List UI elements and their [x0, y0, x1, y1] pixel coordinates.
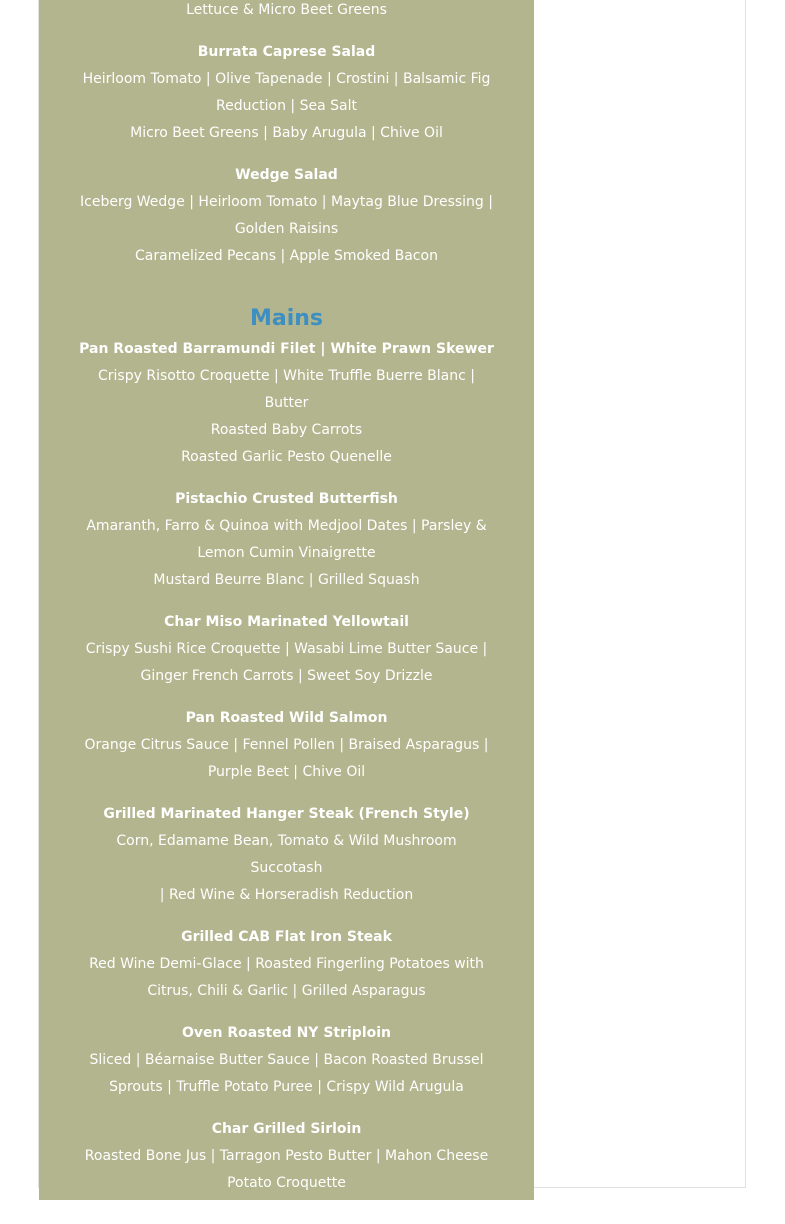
item-description: Reduction | Sea Salt	[216, 98, 357, 114]
menu-content	[39, 0, 534, 1224]
item-description: Crispy Risotto Croquette | White Truffle Buerre Blanc | Butter	[98, 368, 475, 411]
item-name: Pan Roasted Barramundi Filet | White Prawn Skewer	[79, 341, 494, 357]
item-description: Farmers Market Vegetables | Wild Petite Arugula	[117, 1202, 456, 1218]
item-description: Sliced | Béarnaise Butter Sauce | Bacon Roasted Brussel	[89, 1052, 484, 1068]
item-description: Roasted Bone Jus | Tarragon Pesto Butter | Mahon Cheese	[84, 1148, 489, 1164]
item-name: Grilled Marinated Hanger Steak (French Style)	[103, 806, 470, 822]
menu-item-wedge-salad	[39, 147, 534, 270]
item-description: Amaranth, Farro & Quinoa with Medjool Dates | Parsley &	[86, 518, 487, 534]
item-name: Pan Roasted Wild Salmon	[185, 710, 388, 726]
item-description: Caramelized Pecans | Apple Smoked Bacon	[135, 248, 438, 264]
item-description: Ginger French Carrots | Sweet Soy Drizzle	[140, 668, 433, 684]
item-description: Citrus, Chili & Garlic | Grilled Asparagus	[147, 983, 426, 999]
item-name: Wedge Salad	[235, 167, 338, 183]
item-description: Golden Raisins	[234, 221, 339, 237]
item-description: | Red Wine & Horseradish Reduction	[159, 887, 414, 903]
section-heading-mains: Mains	[249, 306, 324, 331]
item-name: Oven Roasted NY Striploin	[181, 1025, 392, 1041]
menu-item-yellowtail	[39, 594, 534, 690]
item-description: Potato Croquette	[227, 1175, 346, 1191]
item-description: Mustard Beurre Blanc | Grilled Squash	[153, 572, 420, 588]
item-name: Burrata Caprese Salad	[197, 44, 376, 60]
item-description: Roasted Garlic Pesto Quenelle	[181, 449, 392, 465]
menu-item-sirloin	[39, 1101, 534, 1224]
menu-item-salmon	[39, 690, 534, 786]
item-name: Char Grilled Sirloin	[211, 1121, 362, 1137]
item-description: Heirloom Tomato | Olive Tapenade | Crostini | Balsamic Fig	[82, 71, 491, 87]
item-description: Roasted Baby Carrots	[210, 422, 363, 438]
menu-panel	[39, 0, 534, 1218]
item-description: Corn, Edamame Bean, Tomato & Wild Mushroom Succotash	[116, 833, 457, 876]
item-description: Iceberg Wedge | Heirloom Tomato | Maytag Blue Dressing |	[80, 194, 493, 210]
item-description: Purple Beet | Chive Oil	[207, 764, 366, 780]
salad-trailing-line: Lettuce & Micro Beet Greens	[186, 2, 387, 18]
item-name: Char Miso Marinated Yellowtail	[164, 614, 409, 630]
item-name: Grilled CAB Flat Iron Steak	[181, 929, 392, 945]
menu-item-flat-iron	[39, 909, 534, 1005]
item-description: Lemon Cumin Vinaigrette	[197, 545, 376, 561]
menu-item-barramundi	[39, 334, 534, 471]
item-name: Pistachio Crusted Butterfish	[175, 491, 398, 507]
menu-item-burrata-caprese	[39, 24, 534, 147]
menu-item-hanger-steak	[39, 786, 534, 909]
item-description: Micro Beet Greens | Baby Arugula | Chive Oil	[130, 125, 443, 141]
menu-item-butterfish	[39, 471, 534, 594]
item-description: Orange Citrus Sauce | Fennel Pollen | Braised Asparagus |	[84, 737, 489, 753]
menu-item-ny-striploin	[39, 1005, 534, 1101]
item-description: Red Wine Demi-Glace | Roasted Fingerling Potatoes with	[89, 956, 484, 972]
item-description: Sprouts | Truffle Potato Puree | Crispy Wild Arugula	[109, 1079, 464, 1095]
item-description: Crispy Sushi Rice Croquette | Wasabi Lime Butter Sauce |	[85, 641, 488, 657]
